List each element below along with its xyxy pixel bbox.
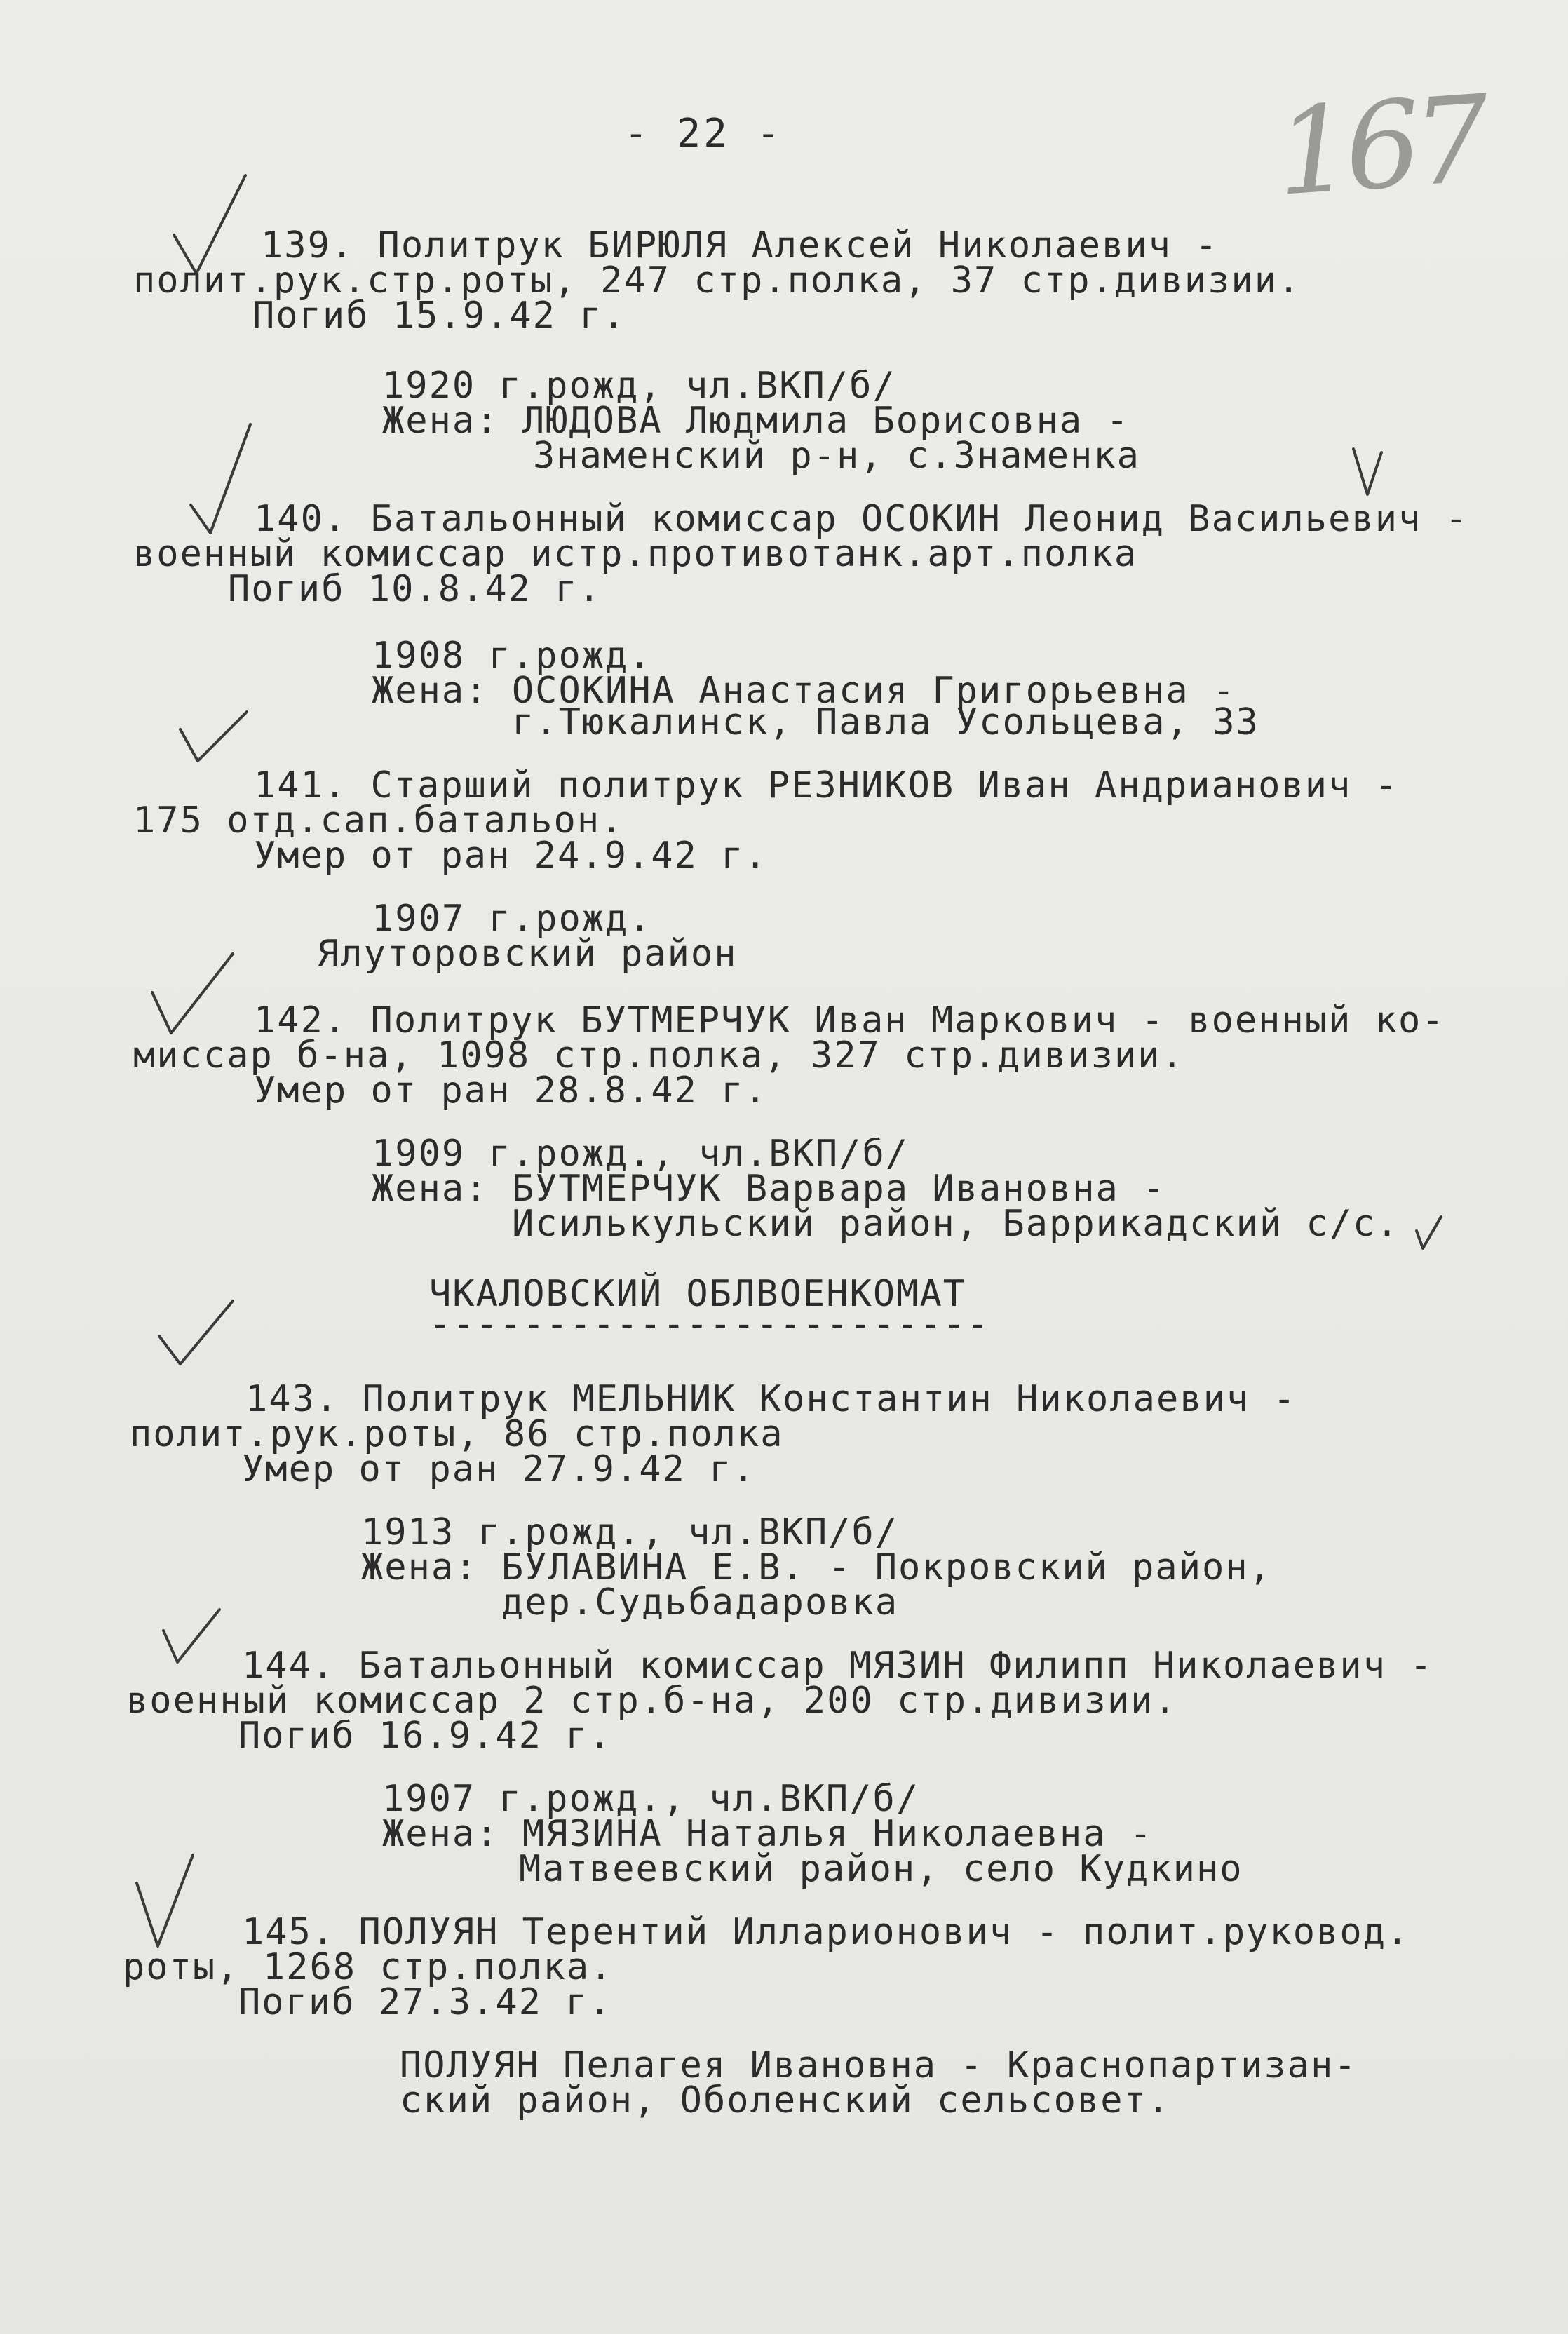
page-number: - 22 - — [624, 111, 783, 156]
entry-139-line-3: Погиб 15.9.42 г. — [252, 295, 626, 337]
entry-140-detail-2: Жена: ОСОКИНА Анастасия Григорьевна - — [372, 670, 1236, 712]
entry-145-line-2: роты, 1268 стр.полка. — [123, 1946, 614, 1988]
entry-143-detail-2: Жена: БУЛАВИНА Е.В. - Покровский район, — [361, 1546, 1272, 1588]
section-heading: ЧКАЛОВСКИЙ ОБЛВОЕНКОМАТ — [429, 1273, 967, 1315]
check-mark-icon — [1413, 1213, 1455, 1255]
entry-143-line-3: Умер от ран 27.9.42 г. — [242, 1448, 756, 1490]
check-mark-icon — [133, 1851, 238, 1957]
entry-143-line-1: 143. Политрук МЕЛЬНИК Константин Николаевич - — [245, 1378, 1297, 1420]
entry-144-line-3: Погиб 16.9.42 г. — [238, 1715, 612, 1757]
check-mark-icon — [160, 1606, 237, 1683]
entry-142-detail-2: Жена: БУТМЕРЧУК Варвара Ивановна - — [372, 1168, 1166, 1210]
entry-144-line-2: военный комиссар 2 стр.б-на, 200 стр.дивизии. — [126, 1680, 1177, 1722]
entry-140-line-1: 140. Батальонный комиссар ОСОКИН Леонид Васильевич - — [254, 498, 1468, 540]
entry-139-detail-2: Жена: ЛЮДОВА Людмила Борисовна - — [382, 400, 1130, 442]
entry-141-line-3: Умер от ран 24.9.42 г. — [254, 835, 768, 877]
check-mark-icon — [1350, 445, 1406, 501]
entry-143-line-2: полит.рук.роты, 86 стр.полка — [130, 1413, 784, 1455]
entry-142-detail-1: 1909 г.рожд., чл.ВКП/б/ — [372, 1133, 910, 1175]
entry-143-detail-1: 1913 г.рожд., чл.ВКП/б/ — [361, 1511, 899, 1553]
entry-139-line-1: 139. Политрук БИРЮЛЯ Алексей Николаевич - — [261, 224, 1219, 267]
entry-144-detail-1: 1907 г.рожд., чл.ВКП/б/ — [382, 1778, 920, 1820]
entry-142-detail-3: Исилькульский район, Баррикадский с/с. — [512, 1203, 1400, 1245]
entry-141-line-2: 175 отд.сап.батальон. — [133, 800, 624, 842]
entry-142-line-1: 142. Политрук БУТМЕРЧУК Иван Маркович - военный ко- — [254, 999, 1445, 1041]
entry-140-line-3: Погиб 10.8.42 г. — [228, 568, 602, 610]
entry-145-detail-2: ский район, Оболенский сельсовет. — [400, 2079, 1171, 2121]
entry-140-detail-1: 1908 г.рожд. — [372, 635, 652, 677]
section-underline: ------------------------ — [429, 1303, 990, 1345]
entry-139-detail-1: 1920 г.рожд, чл.ВКП/б/ — [382, 365, 896, 407]
entry-139-detail-3: Знаменский р-н, с.Знаменка — [533, 435, 1140, 477]
entry-144-detail-3: Матвеевский район, село Кудкино — [519, 1848, 1243, 1890]
archive-number: 167 — [1271, 69, 1488, 224]
entry-140-detail-3: г.Тюкалинск, Павла Усольцева, 33 — [512, 701, 1259, 743]
entry-145-detail-1: ПОЛУЯН Пелагея Ивановна - Краснопартизан- — [400, 2044, 1358, 2086]
entry-144-detail-2: Жена: МЯЗИНА Наталья Николаевна - — [382, 1813, 1154, 1855]
entry-140-line-2: военный комиссар истр.противотанк.арт.полка — [133, 533, 1138, 575]
check-mark-icon — [168, 168, 273, 274]
bleed-through-area — [701, 330, 1025, 369]
entry-145-line-3: Погиб 27.3.42 г. — [238, 1981, 612, 2023]
entry-143-detail-3: дер.Судьбадаровка — [501, 1581, 899, 1624]
entry-141-detail-2: Ялуторовский район — [317, 933, 738, 975]
entry-141-line-1: 141. Старший политрук РЕЗНИКОВ Иван Андрианович - — [254, 764, 1399, 807]
entry-142-line-2: миссар б-на, 1098 стр.полка, 327 стр.дивизии. — [133, 1034, 1184, 1077]
entry-139-line-2: полит.рук.стр.роты, 247 стр.полка, 37 стр.дивизии. — [133, 259, 1302, 302]
entry-145-line-1: 145. ПОЛУЯН Терентий Илларионович - полит.руковод. — [242, 1911, 1410, 1953]
entry-142-line-3: Умер от ран 28.8.42 г. — [254, 1070, 768, 1112]
entry-141-detail-1: 1907 г.рожд. — [372, 898, 652, 940]
entry-144-line-1: 144. Батальонный комиссар МЯЗИН Филипп Николаевич - — [242, 1645, 1433, 1687]
